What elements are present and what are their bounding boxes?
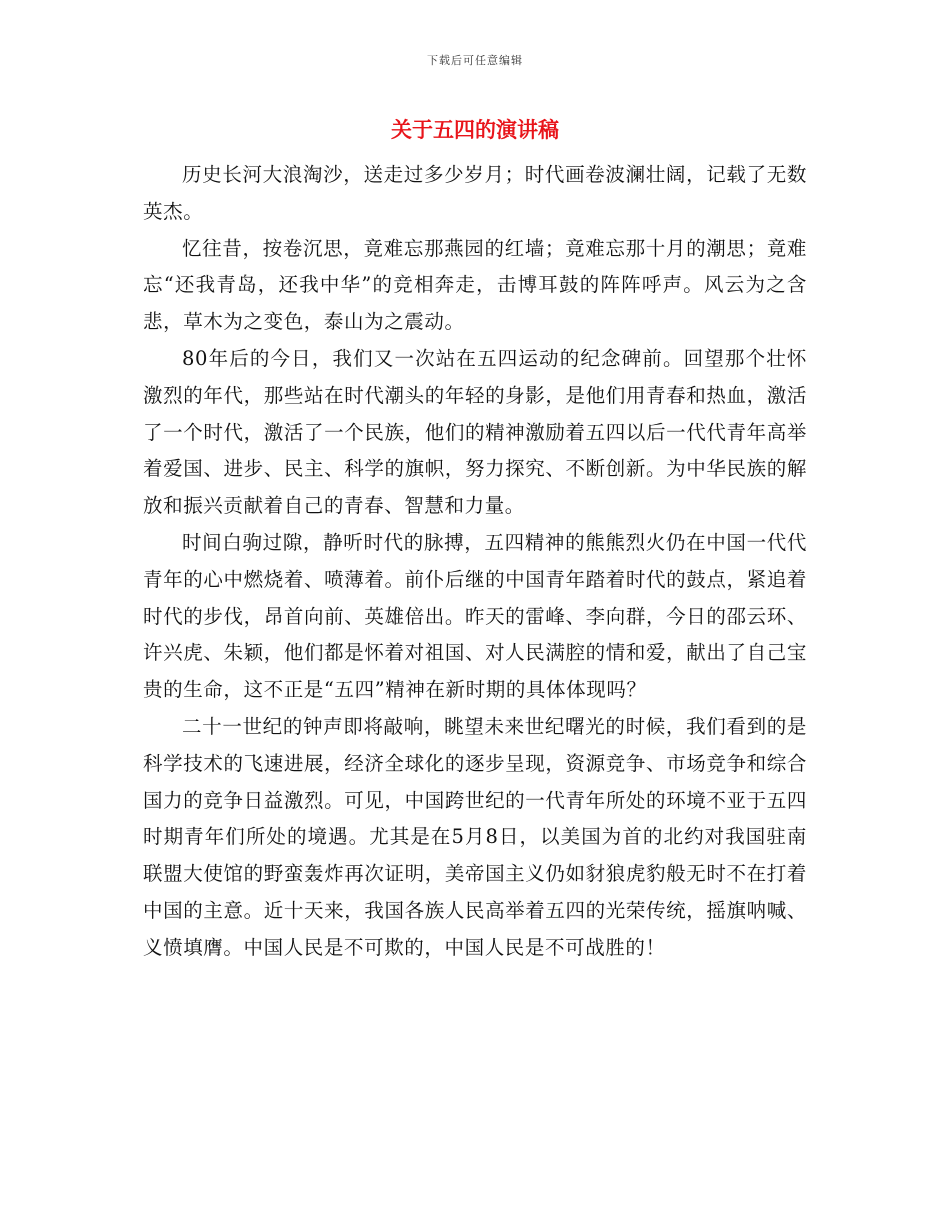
document-body (143, 157, 807, 967)
paragraph-4: 时间白驹过隙，静听时代的脉搏，五四精神的熊熊烈火仍在中国一代代青年的心中燃烧着、喷薄着。前仆后继的中国青年踏着时代的鼓点，紧追着时代的步伐，昂首向前、英雄倍出。昨天的雷峰、李向群，今日的邵云环、许兴虎、朱颖，他们都是怀着对祖国、对人民满腔的情和爱，献出了自己宝贵的生命，这不正是“五四”精神在新时期的具体体现吗？ (143, 530, 807, 702)
paragraph-3: 80年后的今日，我们又一次站在五四运动的纪念碑前。回望那个壮怀激烈的年代，那些站在时代潮头的年轻的身影，是他们用青春和热血，激活了一个时代，激活了一个民族，他们的精神激励着五四以后一代代青年高举着爱国、进步、民主、科学的旗帜，努力探究、不断创新。为中华民族的解放和振兴贡献着自己的青春、智慧和力量。 (143, 346, 807, 518)
paragraph-1: 历史长河大浪淘沙，送走过多少岁月；时代画卷波澜壮阔，记载了无数英杰。 (143, 163, 807, 223)
page-header-note: 下载后可任意编辑 (427, 54, 523, 67)
paragraph-5: 二十一世纪的钟声即将敲响，眺望未来世纪曙光的时候，我们看到的是科学技术的飞速进展，经济全球化的逐步呈现，资源竞争、市场竞争和综合国力的竞争日益激烈。可见，中国跨世纪的一代青年所处的环境不亚于五四时期青年们所处的境遇。尤其是在5月8日，以美国为首的北约对我国驻南联盟大使馆的野蛮轰炸再次证明，美帝国主义仍如豺狼虎豹般无时不在打着中国的主意。近十天来，我国各族人民高举着五四的光荣传统，摇旗呐喊、义愤填膺。中国人民是不可欺的，中国人民是不可战胜的！ (143, 714, 807, 959)
document-title: 关于五四的演讲稿 (391, 118, 559, 142)
paragraph-2: 忆往昔，按卷沉思，竟难忘那燕园的红墙；竟难忘那十月的潮思；竟难忘“还我青岛，还我中华”的竞相奔走，击博耳鼓的阵阵呼声。风云为之含悲，草木为之变色，泰山为之震动。 (143, 236, 807, 334)
